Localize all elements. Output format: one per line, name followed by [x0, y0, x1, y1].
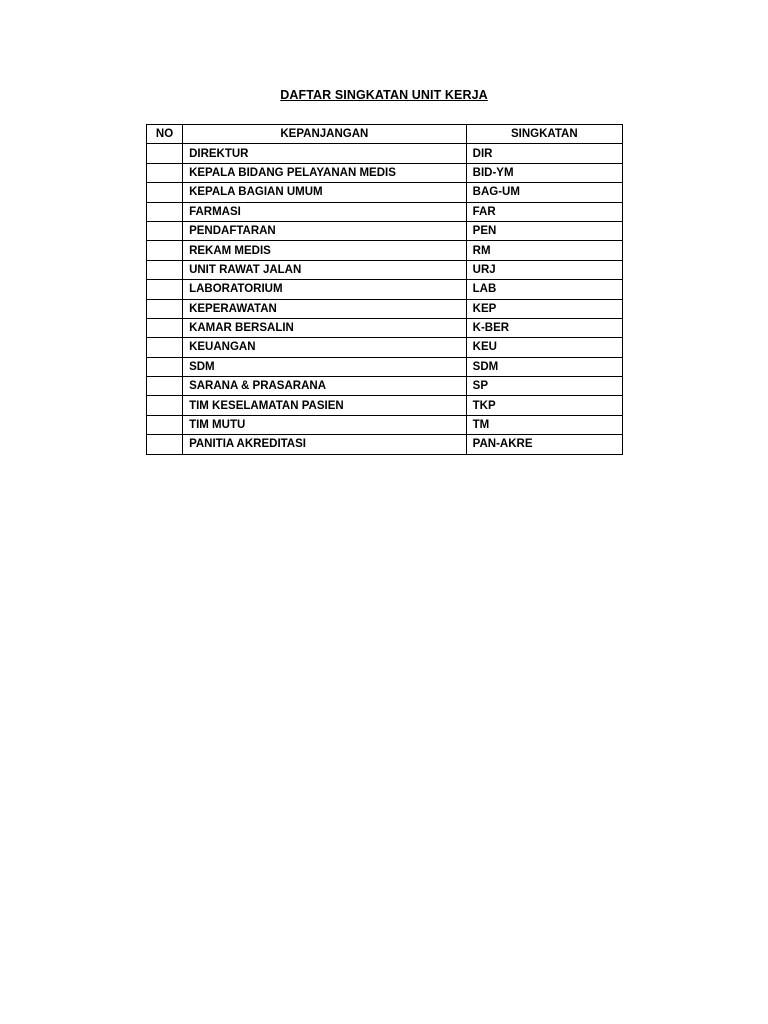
cell-singkatan: FAR	[466, 202, 622, 221]
table-body	[147, 144, 623, 454]
cell-kepanjangan: TIM MUTU	[183, 415, 467, 434]
table-row	[147, 144, 623, 163]
table-header	[147, 125, 623, 144]
table-row	[147, 260, 623, 279]
cell-kepanjangan: SDM	[183, 357, 467, 376]
cell-singkatan: K-BER	[466, 318, 622, 337]
column-header-kepanjangan: KEPANJANGAN	[183, 125, 467, 144]
cell-singkatan: KEU	[466, 338, 622, 357]
cell-no	[147, 377, 183, 396]
cell-kepanjangan: KEPALA BIDANG PELAYANAN MEDIS	[183, 163, 467, 182]
table-row	[147, 280, 623, 299]
cell-singkatan: TM	[466, 415, 622, 434]
table-row	[147, 435, 623, 454]
cell-kepanjangan: PANITIA AKREDITASI	[183, 435, 467, 454]
cell-no	[147, 318, 183, 337]
cell-singkatan: SDM	[466, 357, 622, 376]
cell-singkatan: DIR	[466, 144, 622, 163]
table-row	[147, 221, 623, 240]
cell-kepanjangan: LABORATORIUM	[183, 280, 467, 299]
cell-kepanjangan: KEPERAWATAN	[183, 299, 467, 318]
cell-singkatan: PEN	[466, 221, 622, 240]
cell-kepanjangan: PENDAFTARAN	[183, 221, 467, 240]
cell-no	[147, 144, 183, 163]
table-row	[147, 338, 623, 357]
cell-no	[147, 241, 183, 260]
cell-singkatan: RM	[466, 241, 622, 260]
column-header-singkatan: SINGKATAN	[466, 125, 622, 144]
cell-singkatan: BAG-UM	[466, 183, 622, 202]
cell-no	[147, 202, 183, 221]
cell-singkatan: URJ	[466, 260, 622, 279]
cell-no	[147, 280, 183, 299]
cell-no	[147, 415, 183, 434]
header-row	[147, 125, 623, 144]
table-row	[147, 299, 623, 318]
cell-no	[147, 396, 183, 415]
table-row	[147, 396, 623, 415]
cell-singkatan: PAN-AKRE	[466, 435, 622, 454]
cell-kepanjangan: TIM KESELAMATAN PASIEN	[183, 396, 467, 415]
cell-no	[147, 183, 183, 202]
cell-no	[147, 163, 183, 182]
cell-no	[147, 338, 183, 357]
cell-kepanjangan: UNIT RAWAT JALAN	[183, 260, 467, 279]
cell-kepanjangan: KAMAR BERSALIN	[183, 318, 467, 337]
cell-singkatan: KEP	[466, 299, 622, 318]
table-row	[147, 183, 623, 202]
table-row	[147, 163, 623, 182]
cell-singkatan: BID-YM	[466, 163, 622, 182]
column-header-no: NO	[147, 125, 183, 144]
cell-kepanjangan: SARANA & PRASARANA	[183, 377, 467, 396]
table-row	[147, 357, 623, 376]
table-row	[147, 318, 623, 337]
table-row	[147, 241, 623, 260]
cell-kepanjangan: REKAM MEDIS	[183, 241, 467, 260]
cell-no	[147, 260, 183, 279]
cell-no	[147, 299, 183, 318]
table-row	[147, 202, 623, 221]
cell-singkatan: TKP	[466, 396, 622, 415]
cell-singkatan: LAB	[466, 280, 622, 299]
cell-kepanjangan: FARMASI	[183, 202, 467, 221]
table-row	[147, 377, 623, 396]
cell-singkatan: SP	[466, 377, 622, 396]
abbreviation-table	[146, 124, 623, 455]
cell-no	[147, 221, 183, 240]
document-title: DAFTAR SINGKATAN UNIT KERJA	[280, 88, 488, 102]
cell-no	[147, 435, 183, 454]
cell-kepanjangan: DIREKTUR	[183, 144, 467, 163]
cell-kepanjangan: KEPALA BAGIAN UMUM	[183, 183, 467, 202]
cell-no	[147, 357, 183, 376]
cell-kepanjangan: KEUANGAN	[183, 338, 467, 357]
table-row	[147, 415, 623, 434]
